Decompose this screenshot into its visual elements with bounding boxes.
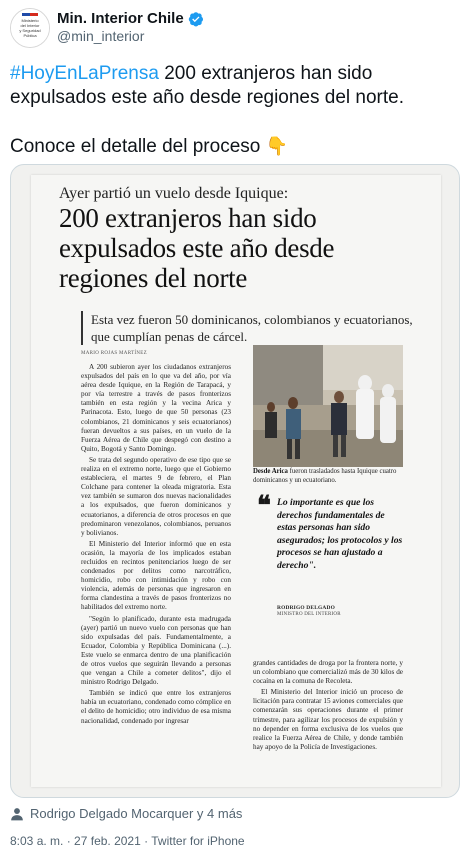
photo-caption: [253, 468, 403, 485]
article-column-1: [81, 363, 231, 728]
tweet-text-line1: 200 extranjeros han sido expulsados este año desde regiones del norte.: [10, 63, 404, 108]
account-handle[interactable]: @min_interior: [57, 28, 145, 44]
tweet-paragraph: [10, 62, 458, 110]
pull-quote-role: MINISTRO DEL INTERIOR: [277, 612, 341, 617]
article-paragraph: "Según lo planificado, durante esta madrugada (ayer) partió un nuevo vuelo con personas que han sido expulsadas del país. Fundamentalmente, a Ecuador, Colombia y República Dominicana (...). Este vuelo se enmarca dentro de una planificación de otros vuelos que seguirán llevando a personas que vengan a Chile a cometer delitos", dijo el ministro Rodrigo Delgado.: [81, 614, 231, 687]
tweet-paragraph: [10, 134, 458, 159]
caption-bold: Desde Arica: [253, 468, 288, 475]
pull-quote: Lo importante es que los derechos fundamentales de estas personas han sido asegurados; los protocolos y los procesos se han ajustado a derecho".: [277, 497, 403, 571]
avatar[interactable]: [10, 8, 50, 48]
name-row: [57, 10, 204, 27]
article-headline: 200 extranjeros han sido expulsados este año desde regiones del norte: [59, 203, 335, 293]
quote-mark-icon: ❝: [257, 491, 271, 520]
tweet-header: [10, 8, 458, 48]
article-column-2: [253, 659, 403, 754]
tweet-date[interactable]: 27 feb. 2021: [74, 834, 141, 848]
article-kicker: Ayer partió un vuelo desde Iquique:: [59, 185, 289, 202]
tweet-source[interactable]: Twitter for iPhone: [151, 834, 245, 848]
display-name[interactable]: Min. Interior Chile: [57, 10, 184, 27]
ministerio-logo-icon: [11, 9, 49, 47]
tweet-media-image[interactable]: [10, 164, 460, 798]
article-paragraph: El Ministerio del Interior informó que en esta ocasión, la mayoría de los implicados estaban recluidos en recintos penitenciarios luego de ser condenados por delitos como narcotráfico, homicidio, robo con intimidación y robo con violencia, además de personas que ingresaron en forma clandestina a través de pasos fronterizos no habilitados del extremo norte.: [81, 539, 231, 612]
avatar-text-line: Ministerio: [21, 18, 39, 23]
meta-separator: ·: [63, 834, 75, 848]
hashtag-link[interactable]: #HoyEnLaPrensa: [10, 63, 159, 84]
tweet-text-line2: Conoce el detalle del proceso: [10, 136, 261, 157]
tweet-time[interactable]: 8:03 a. m.: [10, 834, 64, 848]
verified-badge-icon: [188, 11, 204, 27]
tweet-metadata: [10, 834, 245, 848]
liked-by-row[interactable]: [10, 806, 242, 821]
avatar-text-line: y Seguridad: [19, 28, 41, 33]
avatar-text-line: Pública: [23, 33, 37, 38]
article-photo: [253, 345, 403, 467]
article-paragraph: A 200 subieron ayer los ciudadanos extranjeros expulsados del país en lo que va del año, por vía aérea desde Iquique, en la Región de Tarapacá, y por vía terrestre a través de pasos fronterizos también en esta región y la vecina Arica y Parinacota. Esto, luego de que 50 personas (23 colombianos, 21 dominicanos y seis ecuatorianos) fueran devueltos a sus países, en un vuelo de la Fuerza Aérea de Chile que despegó con destino a Quito, Bogotá y Santo Domingo.: [81, 363, 231, 453]
tweet-text: [10, 62, 458, 159]
pointing-down-emoji: 👇: [265, 136, 289, 156]
article-paragraph: grandes cantidades de droga por la frontera norte, y un colombiano que comercializó más de 30 kilos de cocaína en la comuna de Recoleta.: [253, 659, 403, 686]
person-icon: [10, 807, 24, 821]
newspaper-clipping: [31, 175, 441, 787]
article-paragraph: También se indicó que entre los extranjeros había un ecuatoriano, condenado como cómplice en el delito de homicidio; otro individuo de esa misma nacionalidad, condenado por ingresar: [81, 689, 231, 725]
article-byline: MARIO ROJAS MARTÍNEZ: [81, 351, 147, 356]
meta-separator: ·: [140, 834, 152, 848]
article-paragraph: Se trata del segundo operativo de ese tipo que se realiza en el extremo norte, luego que el Gobierno estableciera, el martes 9 de febrero, el Plan Colchane para contener la oleada migratoria. Esta vez también se sumaron dos nuevas nacionalidades a los expulsados, que fueron dominicanos y ecuatorianos, a diferencia de otros procesos en que predominaron venezolanos, colombianos, peruanos y bolivianos.: [81, 455, 231, 537]
article-subhead: Esta vez fueron 50 dominicanos, colombianos y ecuatorianos, que cumplían penas de cárcel.: [81, 311, 421, 345]
avatar-text-line: del Interior: [20, 23, 40, 28]
liked-by-text: Rodrigo Delgado Mocarquer y 4 más: [30, 806, 243, 821]
caption-text: fueron trasladados hasta Iquique cuatro dominicanos y un ecuatoriano.: [253, 468, 397, 484]
pull-quote-name: RODRIGO DELGADO: [277, 605, 335, 611]
deportation-photo-illustration: [253, 345, 403, 467]
article-paragraph: El Ministerio del Interior inició un proceso de licitación para contratar 15 aviones comerciales que comenzarán sus operaciones durante el primer trimestre, para agilizar los procesos de expulsión y no depender en forma exclusiva de los vuelos que realice la Fuerza Aérea de Chile, y donde también hay apoyo de la Policía de Investigaciones.: [253, 688, 403, 751]
